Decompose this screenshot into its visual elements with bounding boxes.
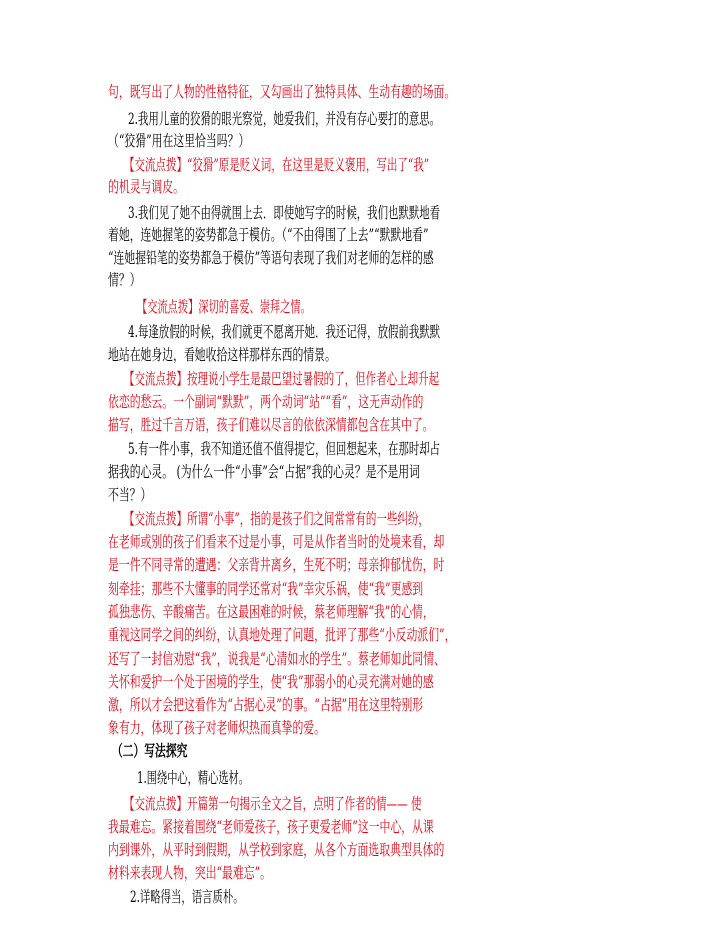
text-line: 1.围绕中心，精心选材。 [137,769,250,787]
text-line: 激，所以才会把这看作为“占据心灵”的事。“占据”用在这里特别形 [108,696,424,714]
text-line: 3.我们见了她不由得就围上去．即使她写字的时候，我们也默默地看 [128,204,441,222]
section-heading: （二）写法探究 [112,741,188,760]
text-line: 孤独悲伤、辛酸痛苦。在这最困难的时候，蔡老师理解“我”的心情， [108,603,434,621]
text-line: 我最难忘。紧接着围绕“老师爱孩子，孩子更爱老师”这一中心，从课 [108,818,434,836]
text-line: 象有力，体现了孩子对老师炽热而真挚的爱。 [108,719,326,737]
text-line: 描写，胜过千言万语，孩子们难以尽言的依依深情都包含在其中了。 [108,416,434,434]
text-line: 在老师或别的孩子们看来不过是小事，可是从作者当时的处境来看，却 [108,533,445,551]
text-line: 着她，连她握笔的姿势都急于模仿。（“不由得围了上去”“默默地看” [108,226,429,244]
text-line: 材料来表现人物，突出“最难忘”。 [108,864,272,882]
text-line: “连她握铅笔的姿势都急于模仿”等语句表现了我们对老师的怎样的感 [108,249,434,267]
text-line: 5.有一件小事，我不知道还值不值得提它，但回想起来，在那时却占 [128,440,441,458]
text-line: 【交流点拨】“狡猾”原是贬义词，在这里是贬义褒用，写出了“我” [124,156,430,174]
text-line: 重视这同学之间的纠纷，认真地处理了问题，批评了那些“小反动派们”， [108,626,456,644]
text-line: 据我的心灵。 (为什么一件“小事”会“占据”我的心灵？是不是用词 [108,463,420,481]
text-line: 句，既写出了人物的性格特征，又勾画出了独特具体、生动有趣的场面。 [108,83,456,101]
text-line: 不当？） [108,486,152,504]
text-line: 【交流点拨】深切的喜爱、崇拜之情。 [137,298,311,316]
text-line: 依恋的愁云。一个副词“默默”，两个动词“站”“看”，这无声动作的 [108,393,424,411]
text-line: 的机灵与调皮。 [108,178,184,196]
text-line: 关怀和爱护一个处于困境的学生，使“我”那弱小的心灵充满对她的感 [108,673,434,691]
text-line: 刻牵挂；那些不大懂事的同学还常对“我”幸灾乐祸，使“我”更感到 [108,580,424,598]
text-line: 4.每逢放假的时候，我们就更不愿离开她．我还记得，放假前我默默 [128,323,441,341]
text-line: 地站在她身边，看她收拾这样那样东西的情景。 [108,346,336,364]
text-line: （“狡猾”用在这里恰当吗？） [108,132,250,150]
text-line: 内到课外，从平时到假期，从学校到家庭，从各个方面选取典型具体的 [108,841,445,859]
text-line: 【交流点拨】所谓“小事”，指的是孩子们之间常常有的一些纠纷， [124,510,429,528]
text-line: 2.我用儿童的狡猾的眼光察觉，她爱我们，并没有存心要打的意思。 [128,110,441,128]
text-line: 2.详略得当，语言质朴。 [130,888,244,906]
text-line: 【交流点拨】开篇第一句揭示全文之旨，点明了作者的情—— 使 [124,795,422,813]
text-line: 还写了一封信劝慰“我”，说我是“心清如水的学生”。蔡老师如此同情、 [108,650,445,668]
text-line: 情？） [108,271,141,289]
text-line: 是一件不同寻常的遭遇：父亲背井离乡，生死不明；母亲抑郁忧伤，时 [108,556,445,574]
text-line: 【交流点拨】按理说小学生是最巴望过暑假的了，但作者心上却升起 [124,370,440,388]
